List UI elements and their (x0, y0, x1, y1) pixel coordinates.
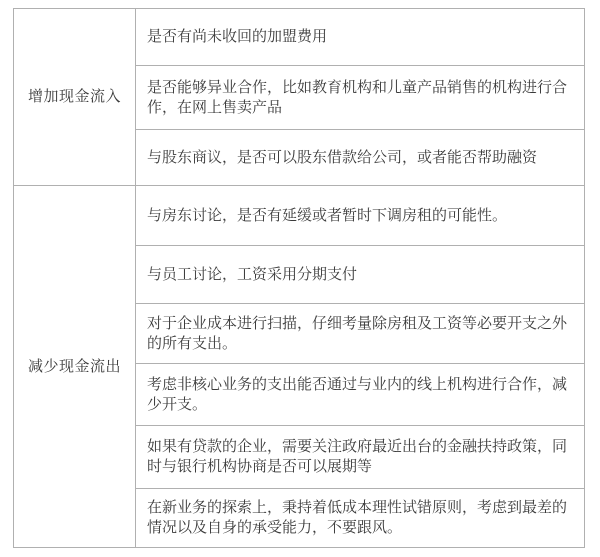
group-label-increase-inflow: 增加现金流入 (14, 9, 136, 186)
group-label-reduce-outflow: 减少现金流出 (14, 186, 136, 548)
cashflow-table (13, 8, 585, 548)
table-cell-outflow-item-3: 对于企业成本进行扫描，仔细考量除房租及工资等必要开支之外的所有支出。 (136, 304, 585, 364)
table-row (14, 9, 585, 66)
table-cell-inflow-item-3: 与股东商议，是否可以股东借款给公司，或者能否帮助融资 (136, 130, 585, 186)
table-row (14, 186, 585, 246)
table-cell-outflow-item-6: 在新业务的探索上，秉持着低成本理性试错原则，考虑到最差的情况以及自身的承受能力，不要跟风。 (136, 489, 585, 548)
table-cell-inflow-item-2: 是否能够异业合作，比如教育机构和儿童产品销售的机构进行合作，在网上售卖产品 (136, 66, 585, 130)
table-cell-outflow-item-4: 考虑非核心业务的支出能否通过与业内的线上机构进行合作，减少开支。 (136, 364, 585, 426)
table-cell-inflow-item-1: 是否有尚未收回的加盟费用 (136, 9, 585, 66)
table-cell-outflow-item-1: 与房东讨论，是否有延缓或者暂时下调房租的可能性。 (136, 186, 585, 246)
table-cell-outflow-item-5: 如果有贷款的企业，需要关注政府最近出台的金融扶持政策，同时与银行机构协商是否可以展期等 (136, 426, 585, 489)
table-cell-outflow-item-2: 与员工讨论，工资采用分期支付 (136, 246, 585, 304)
